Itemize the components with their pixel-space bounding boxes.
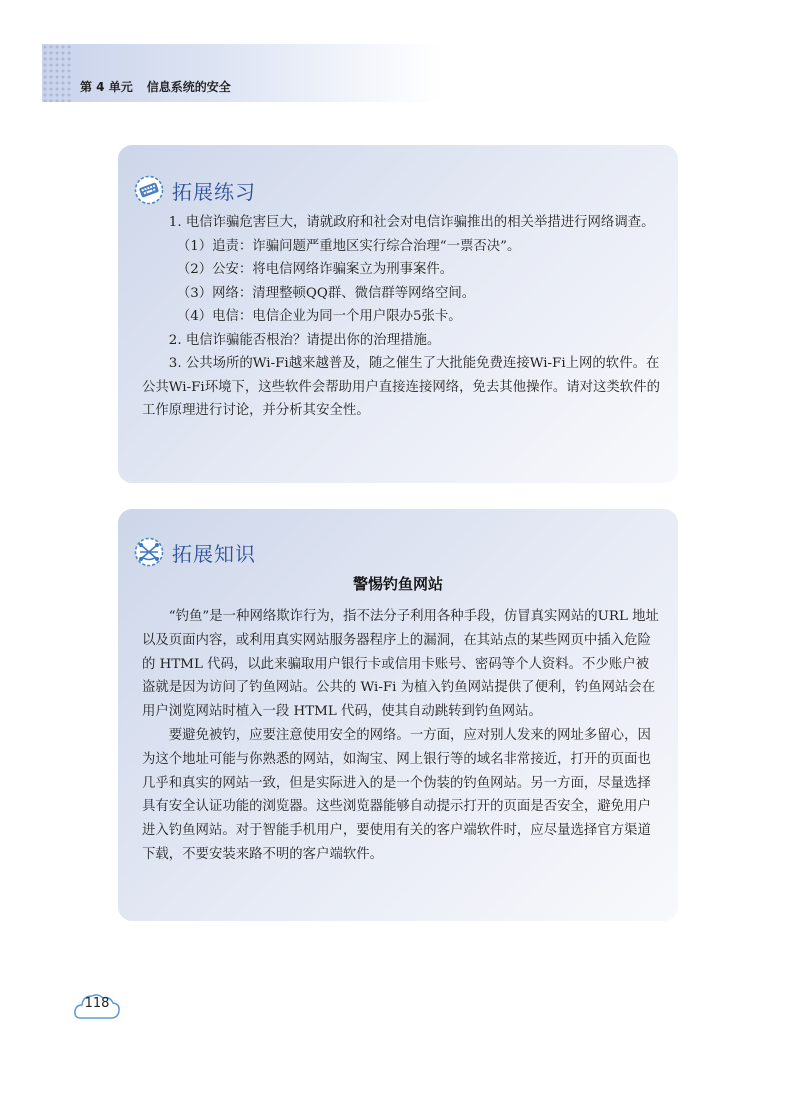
article-paragraph: 要避免被钓，应要注意使用安全的网络。一方面，应对别人发来的网址多留心，因为这个地址可能与你熟悉的网站，如淘宝、网上银行等的域名非常接近，打开的页面也几乎和真实的网站一致，但是实际进入的是一个伪装的钓鱼网站。另一方面，尽量选择具有安全认证功能的浏览器。这些浏览器能够自动提示打开的页面是否安全，避免用户进入钓鱼网站。对于智能手机用户，要使用有关的客户端软件时，应尽量选择官方渠道下载，不要安装来路不明的客户端软件。 xyxy=(142,727,651,862)
exercise-item: （4）电信：电信企业为同一个用户限办5张卡。 xyxy=(176,309,462,324)
exercise-item: 2. 电信诈骗能否根治？请提出你的治理措施。 xyxy=(168,332,441,348)
network-icon xyxy=(134,537,164,567)
running-header xyxy=(80,78,231,95)
header-decoration xyxy=(42,44,72,102)
exercise-item: （2）公安：将电信网络诈骗案立为刑事案件。 xyxy=(176,262,454,277)
exercise-list xyxy=(142,211,662,423)
article-body xyxy=(142,605,662,867)
knowledge-heading-text: 拓展知识 xyxy=(172,541,256,566)
knowledge-card xyxy=(118,509,678,921)
exercise-card xyxy=(118,145,678,483)
exercise-item: 3. 公共场所的Wi-Fi越来越普及，随之催生了大批能免费连接Wi-Fi上网的软件。在公共Wi-Fi环境下，这些软件会帮助用户直接连接网络，免去其他操作。请对这类软件的工作原理进行讨论，并分析其安全性。 xyxy=(142,356,660,418)
page-number-text: 118 xyxy=(84,996,110,1011)
knowledge-heading xyxy=(134,537,256,567)
unit-title: 信息系统的安全 xyxy=(146,80,231,94)
article-paragraph: “钓鱼”是一种网络欺诈行为，指不法分子利用各种手段，仿冒真实网站的URL 地址以及页面内容，或利用真实网站服务器程序上的漏洞，在其站点的某些网页中插入危险的 HTML 代码，以此来骗取用户银行卡或信用卡账号、密码等个人资料。不少账户被盗就是因为访问了钓鱼网站。公共的 Wi-Fi 为植入钓鱼网站提供了便利，钓鱼网站会在用户浏览网站时植入一段 HTML 代码，使其自动跳转到钓鱼网站。 xyxy=(142,609,659,720)
exercise-item: （1）追责：诈骗问题严重地区实行综合治理“一票否决”。 xyxy=(176,238,521,254)
exercise-heading xyxy=(134,175,256,205)
exercise-heading-text: 拓展练习 xyxy=(172,179,256,204)
article-title: 警惕钓鱼网站 xyxy=(352,575,443,593)
exercise-item: 1. 电信诈骗危害巨大，请就政府和社会对电信诈骗推出的相关举措进行网络调查。 xyxy=(168,215,655,230)
page-number xyxy=(73,990,121,1022)
keyboard-icon xyxy=(134,175,164,205)
unit-label: 第 4 单元 xyxy=(80,80,133,94)
exercise-item: （3）网络：清理整顿QQ群、微信群等网络空间。 xyxy=(176,285,476,301)
